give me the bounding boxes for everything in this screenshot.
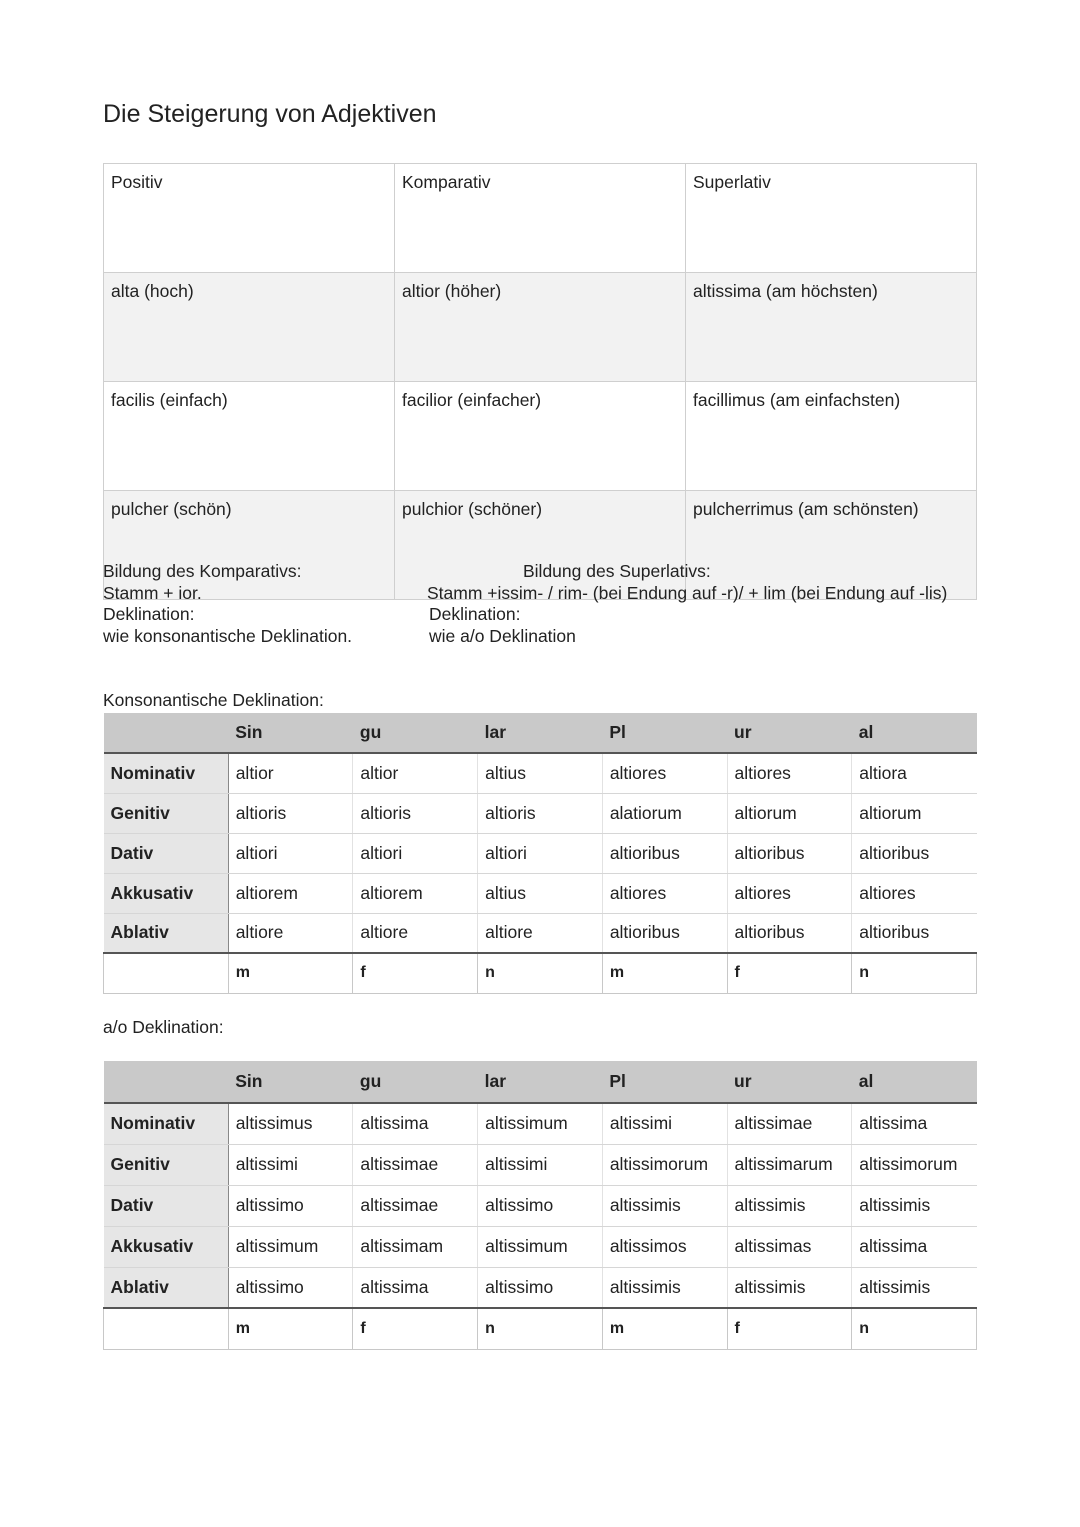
konsonantisch-table xyxy=(103,713,977,994)
decl-header-cell: Pl xyxy=(602,713,727,753)
komparativ-rule: Stamm + ior. xyxy=(103,582,202,603)
decl-header-cell: gu xyxy=(353,713,478,753)
komparativ-decl-label: Deklination: xyxy=(103,604,195,624)
decl-form-cell: altissimae xyxy=(353,1144,478,1185)
superlativ-cell: facillimus (am einfachsten) xyxy=(686,382,977,491)
gender-cell: f xyxy=(353,953,478,993)
decl-header-cell: Sin xyxy=(228,1061,353,1103)
case-label: Akkusativ xyxy=(104,1226,229,1267)
decl-form-cell: altior xyxy=(228,753,353,793)
positiv-cell: alta (hoch) xyxy=(104,273,395,382)
decl-form-cell: altiores xyxy=(852,873,977,913)
decl-form-cell: altissimis xyxy=(602,1267,727,1308)
decl-header-cell: ur xyxy=(727,713,852,753)
header-komparativ: Komparativ xyxy=(395,164,686,273)
decl-form-cell: altissimam xyxy=(353,1226,478,1267)
case-label: Nominativ xyxy=(104,1103,229,1144)
decl-form-cell: altioribus xyxy=(727,913,852,953)
superlativ-formation xyxy=(427,561,987,647)
komparativ-cell: altior (höher) xyxy=(395,273,686,382)
comparison-row xyxy=(104,382,977,491)
decl-row xyxy=(104,753,977,793)
decl-form-cell: altiorum xyxy=(852,793,977,833)
superlativ-heading: Bildung des Superlativs: xyxy=(523,561,711,581)
decl-form-cell: altissimo xyxy=(228,1185,353,1226)
decl-form-cell: altissimi xyxy=(602,1103,727,1144)
decl-form-cell: altissimo xyxy=(228,1267,353,1308)
decl-form-cell: altissimi xyxy=(478,1144,603,1185)
positiv-cell: pulcher (schön) xyxy=(104,491,395,600)
decl-form-cell: altissimis xyxy=(852,1185,977,1226)
decl-row xyxy=(104,1226,977,1267)
komparativ-heading: Bildung des Komparativs: xyxy=(103,561,302,581)
decl-header-cell: lar xyxy=(478,1061,603,1103)
decl-form-cell: altissimi xyxy=(228,1144,353,1185)
case-label: Ablativ xyxy=(104,1267,229,1308)
decl-header-cell: lar xyxy=(478,713,603,753)
gender-cell: m xyxy=(228,1308,353,1349)
decl-form-cell: altiorum xyxy=(727,793,852,833)
ao-label: a/o Deklination: xyxy=(103,1017,224,1037)
positiv-cell: facilis (einfach) xyxy=(104,382,395,491)
decl-form-cell: altioribus xyxy=(852,913,977,953)
decl-form-cell: altioribus xyxy=(852,833,977,873)
gender-cell: f xyxy=(727,953,852,993)
decl-form-cell: altiores xyxy=(602,753,727,793)
decl-form-cell: altissimum xyxy=(228,1226,353,1267)
ao-table xyxy=(103,1061,977,1350)
decl-form-cell: altissimis xyxy=(602,1185,727,1226)
decl-form-cell: altiores xyxy=(727,753,852,793)
decl-header-cell: al xyxy=(852,1061,977,1103)
gender-row xyxy=(104,1308,977,1349)
decl-form-cell: altissimarum xyxy=(727,1144,852,1185)
page-title: Die Steigerung von Adjektiven xyxy=(103,100,437,128)
decl-form-cell: altissimorum xyxy=(602,1144,727,1185)
decl-form-cell: altissima xyxy=(852,1226,977,1267)
case-label: Genitiv xyxy=(104,1144,229,1185)
decl-form-cell: altissima xyxy=(353,1103,478,1144)
komparativ-decl-value: wie konsonantische Deklination. xyxy=(103,625,353,646)
decl-form-cell: altioribus xyxy=(727,833,852,873)
decl-form-cell: altissimis xyxy=(852,1267,977,1308)
gender-cell: n xyxy=(478,1308,603,1349)
decl-form-cell: altius xyxy=(478,753,603,793)
decl-form-cell: altissimis xyxy=(727,1185,852,1226)
decl-row xyxy=(104,1103,977,1144)
decl-header-cell: Sin xyxy=(228,713,353,753)
decl-row xyxy=(104,913,977,953)
decl-header-cell: Pl xyxy=(602,1061,727,1103)
decl-row xyxy=(104,1144,977,1185)
decl-form-cell: altissimae xyxy=(353,1185,478,1226)
gender-corner xyxy=(104,1308,229,1349)
decl-header-row xyxy=(104,713,977,753)
gender-cell: n xyxy=(852,953,977,993)
case-label: Genitiv xyxy=(104,793,229,833)
decl-row xyxy=(104,793,977,833)
decl-form-cell: alatiorum xyxy=(602,793,727,833)
superlativ-decl-value: wie a/o Deklination xyxy=(429,625,576,646)
decl-form-cell: altioribus xyxy=(602,913,727,953)
konsonantisch-label: Konsonantische Deklination: xyxy=(103,690,324,710)
decl-form-cell: altiorem xyxy=(353,873,478,913)
decl-row xyxy=(104,833,977,873)
gender-cell: n xyxy=(852,1308,977,1349)
gender-cell: n xyxy=(478,953,603,993)
decl-form-cell: altiores xyxy=(727,873,852,913)
decl-form-cell: altissimo xyxy=(478,1185,603,1226)
decl-form-cell: altiore xyxy=(353,913,478,953)
decl-form-cell: altissimae xyxy=(727,1103,852,1144)
decl-form-cell: altiora xyxy=(852,753,977,793)
header-positiv: Positiv xyxy=(104,164,395,273)
decl-header-cell: gu xyxy=(353,1061,478,1103)
decl-form-cell: altissimum xyxy=(478,1103,603,1144)
comparison-table xyxy=(103,163,977,600)
decl-form-cell: altioris xyxy=(353,793,478,833)
decl-form-cell: altior xyxy=(353,753,478,793)
case-label: Dativ xyxy=(104,1185,229,1226)
decl-form-cell: altiorem xyxy=(228,873,353,913)
decl-form-cell: altissimum xyxy=(478,1226,603,1267)
case-label: Nominativ xyxy=(104,753,229,793)
gender-cell: m xyxy=(602,1308,727,1349)
superlativ-cell: pulcherrimus (am schönsten) xyxy=(686,491,977,600)
comparison-header-row xyxy=(104,164,977,273)
superlativ-rule: Stamm +issim- / rim- (bei Endung auf -r)/ + lim (bei Endung auf -lis) xyxy=(427,582,948,603)
header-superlativ: Superlativ xyxy=(686,164,977,273)
gender-cell: m xyxy=(228,953,353,993)
decl-header-cell: al xyxy=(852,713,977,753)
case-label: Dativ xyxy=(104,833,229,873)
superlativ-decl-label: Deklination: xyxy=(429,604,521,624)
case-label: Akkusativ xyxy=(104,873,229,913)
comparison-row xyxy=(104,273,977,382)
decl-form-cell: altiores xyxy=(602,873,727,913)
decl-row xyxy=(104,873,977,913)
decl-form-cell: altissimus xyxy=(228,1103,353,1144)
decl-form-cell: altioribus xyxy=(602,833,727,873)
decl-header-row xyxy=(104,1061,977,1103)
decl-form-cell: altissima xyxy=(353,1267,478,1308)
superlativ-cell: altissima (am höchsten) xyxy=(686,273,977,382)
decl-form-cell: altissimos xyxy=(602,1226,727,1267)
komparativ-cell: pulchior (schöner) xyxy=(395,491,686,600)
decl-header-corner xyxy=(104,1061,229,1103)
decl-form-cell: altissimorum xyxy=(852,1144,977,1185)
decl-header-cell: ur xyxy=(727,1061,852,1103)
case-label: Ablativ xyxy=(104,913,229,953)
decl-form-cell: altissima xyxy=(852,1103,977,1144)
decl-form-cell: altiore xyxy=(228,913,353,953)
gender-cell: m xyxy=(602,953,727,993)
komparativ-formation xyxy=(103,561,352,647)
gender-row xyxy=(104,953,977,993)
decl-form-cell: altiori xyxy=(228,833,353,873)
decl-form-cell: altissimo xyxy=(478,1267,603,1308)
komparativ-cell: facilior (einfacher) xyxy=(395,382,686,491)
decl-form-cell: altius xyxy=(478,873,603,913)
decl-row xyxy=(104,1185,977,1226)
gender-cell: f xyxy=(727,1308,852,1349)
decl-form-cell: altiore xyxy=(478,913,603,953)
decl-form-cell: altissimas xyxy=(727,1226,852,1267)
decl-form-cell: altiori xyxy=(478,833,603,873)
decl-form-cell: altioris xyxy=(478,793,603,833)
decl-form-cell: altiori xyxy=(353,833,478,873)
decl-form-cell: altioris xyxy=(228,793,353,833)
gender-cell: f xyxy=(353,1308,478,1349)
decl-header-corner xyxy=(104,713,229,753)
decl-form-cell: altissimis xyxy=(727,1267,852,1308)
decl-row xyxy=(104,1267,977,1308)
gender-corner xyxy=(104,953,229,993)
